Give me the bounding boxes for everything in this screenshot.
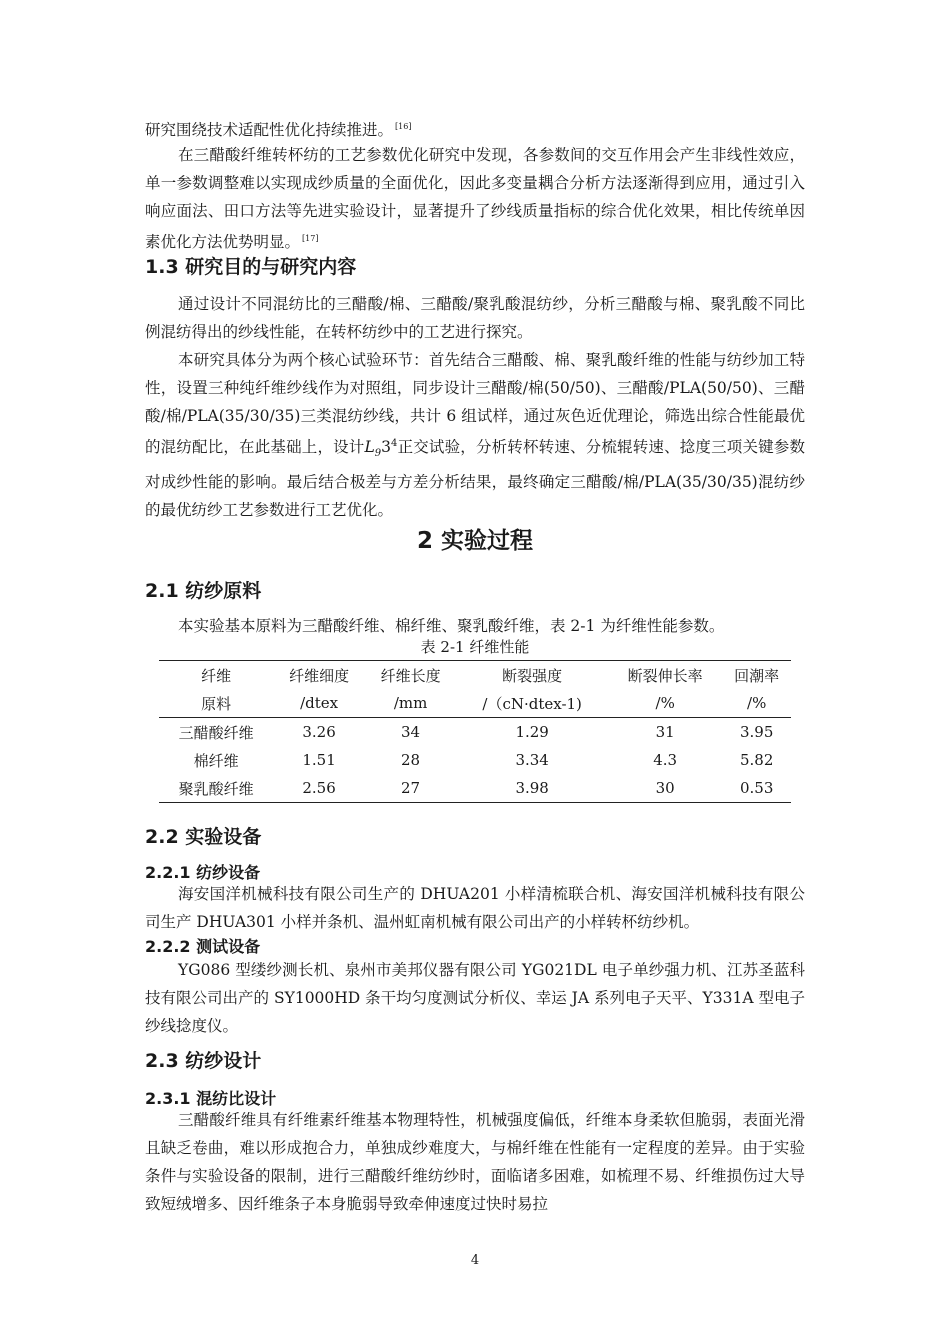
paragraph-spinning-equipment: 海安国洋机械科技有限公司生产的 DHUA201 小样清梳联合机、海安国洋机械科技有限公司生产 DHUA301 小样并条机、温州虹南机械有限公司出产的小样转杯纺纱机。 [145,885,805,931]
paragraph-materials: 本实验基本原料为三醋酸纤维、棉纤维、聚乳酸纤维，表 2-1 为纤维性能参数。 [178,617,725,635]
paragraph-test-equipment: YG086 型缕纱测长机、泉州市美邦仪器有限公司 YG021DL 电子单纱强力机、江苏圣蓝科技有限公司出产的 SY1000HD 条干均匀度测试分析仪、幸运 JA 系列电子天平、Y331A 型电子纱线捻度仪。 [145,961,805,1035]
subsection-heading-2-3-1: 2.3.1 混纺比设计 [145,1089,277,1108]
table-cell: 1.29 [515,723,549,741]
paragraph-content [145,346,805,524]
table-cell: 2.56 [302,779,336,797]
section-heading-2-1: 2.1 纺纱原料 [145,580,262,602]
table-header-cell: 原料 [201,694,232,713]
math-superscript: 4 [391,438,398,449]
table-row [159,718,791,747]
table-cell: 3.34 [515,751,549,769]
paragraph-text: 研究围绕技术适配性优化持续推进。 [145,121,394,140]
table-cell: 0.53 [739,779,774,797]
table-cell: 31 [655,723,675,741]
table-header-cell: 断裂强度 [502,666,563,685]
table-cell: 3.26 [302,723,336,741]
paragraph-text: 本研究具体分为两个核心试验环节：首先结合三醋酸、棉、聚乳酸纤维的性能与纺纱加工特性，设置三种纯纤维纱线作为对照组，同步设计三醋酸/棉(50/50)、三醋酸/PLA(50/50)、三醋酸/棉/PLA(35/30/35)三类混纺纱线，共计 6 组试样，通过灰色近优理论，筛选出综合性能最优的混纺配比，在此基础上，设计 [145,351,805,457]
citation-16: [16] [395,122,412,131]
table-header-row [159,661,791,690]
table-header-cell: 断裂伸长率 [627,666,703,685]
table-header-cell: /（cN·dtex-1) [482,694,582,713]
table-caption: 表 2-1 纤维性能 [420,638,530,656]
math-subscript: 9 [374,448,382,460]
paragraph-purpose: 通过设计不同混纺比的三醋酸/棉、三醋酸/聚乳酸混纺纱，分析三醋酸与棉、聚乳酸不同比例混纺得出的纱线性能，在转杯纺纱中的工艺进行探究。 [145,295,805,341]
section-heading-1-3: 1.3 研究目的与研究内容 [145,256,357,278]
table-cell: 5.82 [739,751,774,769]
subsection-heading-2-2-2: 2.2.2 测试设备 [145,937,261,956]
table-cell: 棉纤维 [193,751,239,770]
section-heading-2-3: 2.3 纺纱设计 [145,1050,262,1072]
table-header-cell: /dtex [300,694,339,712]
subsection-heading-2-2-1: 2.2.1 纺纱设备 [145,863,261,882]
table-header-cell: /% [747,694,767,712]
table-header-cell: /mm [393,694,428,712]
table-cell: 1.51 [302,751,336,769]
orthogonal-array-symbol [364,438,382,460]
fiber-properties-table [159,660,791,803]
paragraph-text: 在三醋酸纤维转杯纺的工艺参数优化研究中发现，各参数间的交互作用会产生非线性效应，单一参数调整难以实现成纱质量的全面优化，因此多变量耦合分析方法逐渐得到应用，通过引入响应面法、田口方法等先进实验设计，显著提升了纱线质量指标的综合优化效果，相比传统单因素优化方法优势明显。 [145,146,805,252]
section-heading-2-2: 2.2 实验设备 [145,826,262,848]
paragraph-text: 正交试验，分析转杯转速、分梳辊转速、捻度三项关键参数对成纱性能的影响。最后结合极差与方差分析结果，最终确定三醋酸/棉/PLA(35/30/35)混纺纱的最优纺纱工艺参数进行工艺优化。 [145,438,805,520]
table-cell: 34 [401,723,421,741]
table-cell: 三醋酸纤维 [178,723,254,742]
paragraph-blend-design: 三醋酸纤维具有纤维素纤维基本物理特性，机械强度偏低，纤维本身柔软但脆弱，表面光滑且缺乏卷曲，难以形成抱合力，单独成纱难度大，与棉纤维在性能有一定程度的差异。由于实验条件与实验设备的限制，进行三醋酸纤维纺纱时，面临诸多困难，如梳理不易、纤维损伤过大导致短绒增多、因纤维条子本身脆弱导致牵伸速度过快时易拉 [145,1111,805,1213]
math-base: 3 [381,438,392,457]
table-header-cell: 纤维细度 [289,666,350,685]
table-cell: 28 [401,751,421,769]
table-cell: 27 [401,779,421,797]
table-header-row [159,689,791,718]
table-cell: 4.3 [653,751,678,769]
math-l: L [364,438,375,457]
paragraph-optimization [145,141,805,256]
table-header-cell: 纤维 [201,666,232,685]
citation-17: [17] [302,234,319,243]
table-header-cell: 纤维长度 [380,666,441,685]
table-row [159,774,791,803]
table-cell: 3.98 [515,779,549,797]
table-cell: 3.95 [739,723,774,741]
table-header-cell: /% [655,694,675,712]
table-cell: 30 [655,779,675,797]
page-number: 4 [470,1253,480,1268]
table-header-cell: 回潮率 [734,666,780,685]
table-cell: 聚乳酸纤维 [178,779,254,798]
table-row [159,746,791,774]
paragraph-intro-end [145,113,805,144]
chapter-heading-2: 2 实验过程 [416,528,533,554]
